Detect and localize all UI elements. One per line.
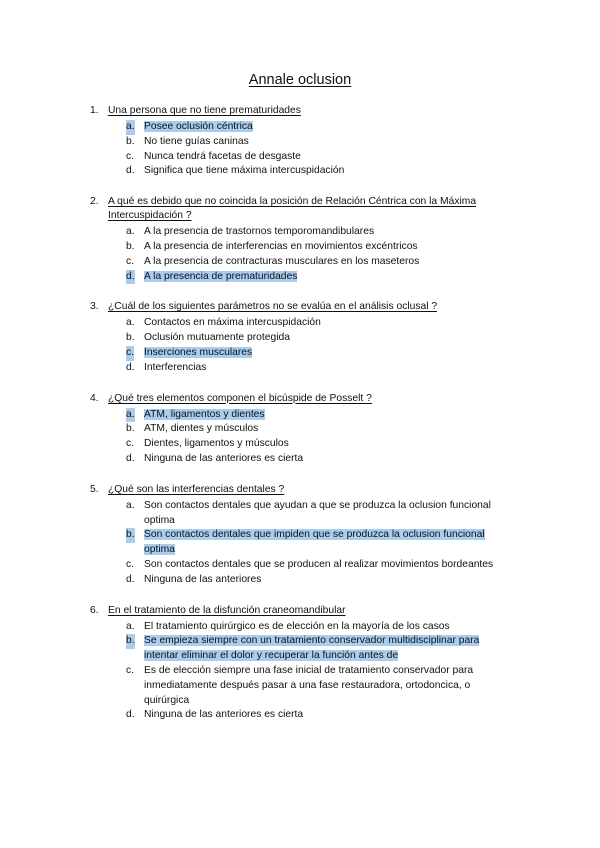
option-letter: c. — [126, 255, 135, 267]
question-3 — [0, 300, 600, 375]
question-text: A qué es debido que no coincida la posición de Relación Céntrica con la Máxima Intercuspidación ? — [108, 196, 477, 222]
question-text: En el tratamiento de la disfunción craneomandibular — [108, 604, 346, 616]
option-text: ATM, dientes y músculos — [144, 423, 259, 435]
answer-option — [0, 664, 600, 708]
option-letter: a. — [126, 226, 135, 238]
answer-option — [0, 150, 600, 165]
answer-option-highlighted — [0, 408, 600, 423]
option-text: Inserciones musculares — [144, 346, 253, 358]
answer-option — [0, 499, 600, 529]
answer-option — [0, 225, 600, 240]
answer-option — [0, 331, 600, 346]
question-number: 5. — [90, 483, 99, 495]
question-number: 1. — [90, 105, 99, 116]
question-1 — [0, 104, 600, 179]
answer-option-highlighted — [0, 346, 600, 361]
option-letter: d. — [126, 361, 135, 373]
option-letter: c. — [126, 438, 135, 450]
option-text: Dientes, ligamentos y músculos — [144, 438, 289, 450]
option-text: ATM, ligamentos y dientes — [144, 408, 265, 420]
question-2 — [0, 195, 600, 284]
answer-option — [0, 452, 600, 467]
answer-option — [0, 255, 600, 270]
option-text: Son contactos dentales que impiden que se produzca la oclusion funcional optima — [144, 529, 485, 556]
option-text: Nunca tendrá facetas de desgaste — [144, 150, 301, 162]
option-letter: b. — [126, 528, 135, 543]
option-letter: a. — [126, 620, 135, 632]
question-line — [0, 392, 600, 406]
option-text: Posee oclusión céntrica — [144, 121, 253, 132]
option-list — [0, 120, 600, 179]
question-number: 6. — [90, 604, 99, 616]
option-letter: a. — [126, 408, 135, 423]
option-list — [0, 316, 600, 375]
option-text: Se empieza siempre con un tratamiento conservador multidisciplinar para intentar eliminar el dolor y recuperar la función antes de — [144, 635, 480, 662]
option-letter: b. — [126, 240, 135, 252]
option-letter: c. — [126, 150, 135, 162]
option-text: Es de elección siempre una fase inicial de tratamiento conservador para inmediatamente después pasar a una fase restauradora, ortodoncica, o quirúrgica — [144, 664, 474, 706]
answer-option — [0, 164, 600, 179]
option-text: Interferencias — [144, 361, 207, 373]
option-letter: d. — [126, 709, 135, 721]
option-text: A la presencia de prematuridades — [144, 270, 298, 282]
answer-option — [0, 135, 600, 150]
option-letter: c. — [126, 346, 134, 361]
option-text: No tiene guías caninas — [144, 135, 249, 147]
question-list — [0, 104, 600, 739]
answer-option — [0, 573, 600, 588]
question-text: ¿Cuál de los siguientes parámetros no se evalúa en el análisis oclusal ? — [108, 301, 438, 313]
question-4 — [0, 392, 600, 467]
option-list — [0, 620, 600, 724]
option-text: Ninguna de las anteriores es cierta — [144, 709, 304, 721]
question-line — [0, 300, 600, 314]
option-letter: b. — [126, 423, 135, 435]
option-text: Ninguna de las anteriores — [144, 573, 262, 585]
question-line — [0, 604, 600, 618]
question-number: 4. — [90, 392, 99, 404]
option-text: Contactos en máxima intercuspidación — [144, 317, 321, 329]
option-text: Oclusión mutuamente protegida — [144, 332, 290, 344]
option-letter: c. — [126, 558, 135, 570]
question-5 — [0, 483, 600, 588]
option-letter: d. — [126, 165, 135, 177]
question-line — [0, 483, 600, 497]
question-text: ¿Qué son las interferencias dentales ? — [108, 483, 285, 495]
option-list — [0, 225, 600, 284]
question-6 — [0, 604, 600, 724]
option-letter: d. — [126, 270, 135, 285]
option-text: A la presencia de contracturas musculares en los maseteros — [144, 255, 420, 267]
answer-option — [0, 708, 600, 723]
option-letter: c. — [126, 664, 135, 676]
answer-option — [0, 316, 600, 331]
answer-option — [0, 437, 600, 452]
option-letter: a. — [126, 499, 135, 511]
option-text: El tratamiento quirúrgico es de elección en la mayoría de los casos — [144, 620, 450, 632]
option-text: A la presencia de interferencias en movimientos excéntricos — [144, 240, 418, 252]
question-number: 3. — [90, 301, 99, 313]
option-text: Son contactos dentales que se producen al realizar movimientos bordeantes — [144, 558, 494, 570]
question-text: Una persona que no tiene prematuridades — [108, 105, 301, 116]
answer-option — [0, 620, 600, 635]
option-text: Ninguna de las anteriores es cierta — [144, 452, 304, 464]
answer-option — [0, 361, 600, 376]
option-list — [0, 408, 600, 467]
question-line — [0, 104, 600, 118]
document-title: Annale oclusion — [248, 72, 352, 88]
option-text: Son contactos dentales que ayudan a que se produzca la oclusion funcional optima — [144, 499, 491, 526]
answer-option-highlighted — [0, 528, 600, 558]
answer-option — [0, 240, 600, 255]
option-letter: b. — [126, 634, 135, 649]
option-text: A la presencia de trastornos temporomandibulares — [144, 226, 375, 238]
answer-option — [0, 558, 600, 573]
option-list — [0, 499, 600, 588]
answer-option-highlighted — [0, 270, 600, 285]
option-letter: d. — [126, 452, 135, 464]
question-text: ¿Qué tres elementos componen el bicúspide de Posselt ? — [108, 392, 372, 404]
answer-option — [0, 422, 600, 437]
option-text: Significa que tiene máxima intercuspidación — [144, 165, 345, 177]
option-letter: d. — [126, 573, 135, 585]
option-letter: a. — [126, 317, 135, 329]
answer-option-highlighted — [0, 634, 600, 664]
option-letter: a. — [126, 120, 135, 135]
option-letter: b. — [126, 332, 135, 344]
answer-option-highlighted — [0, 120, 600, 135]
question-line — [0, 195, 600, 223]
option-letter: b. — [126, 135, 135, 147]
question-number: 2. — [90, 196, 99, 208]
